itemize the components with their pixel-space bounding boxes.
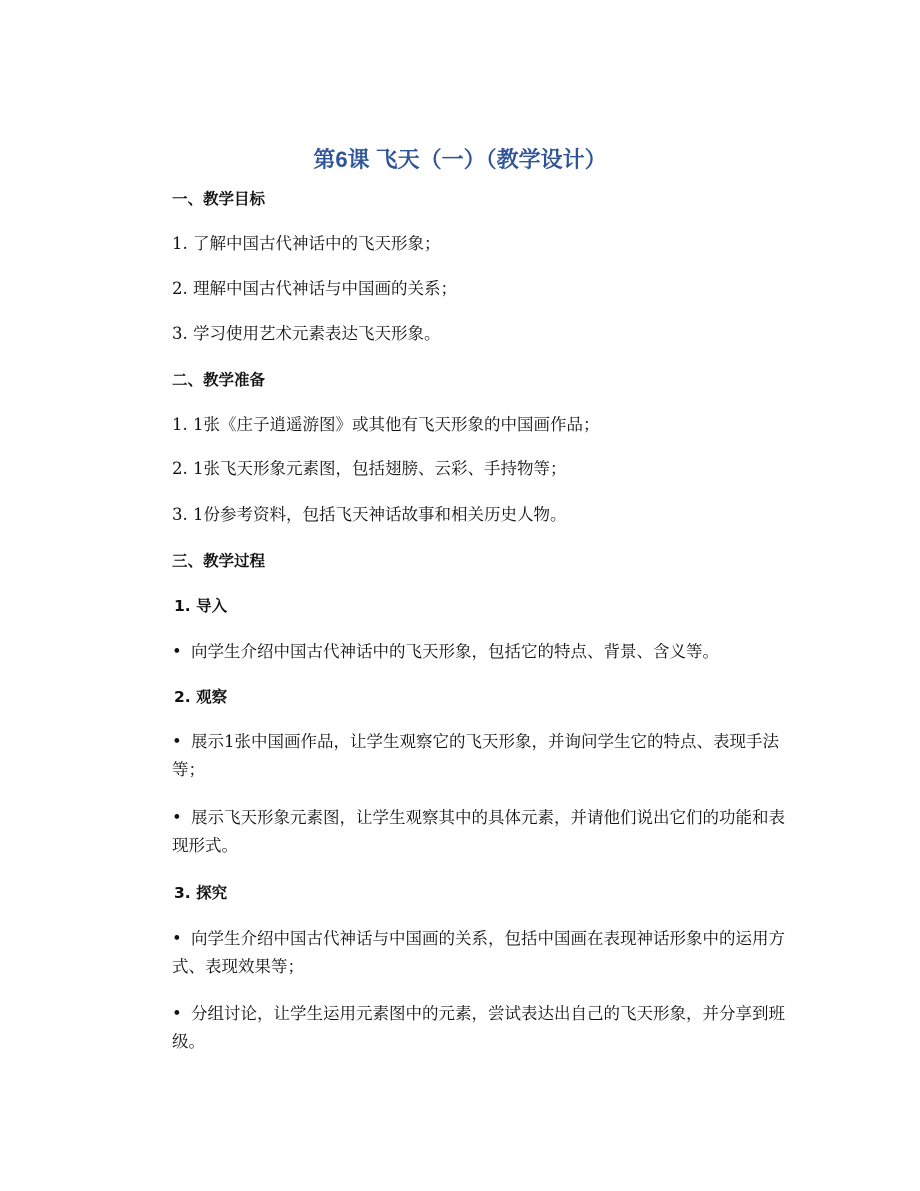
bullet-icon: • bbox=[172, 1004, 182, 1023]
list-item: 2. 1张飞天形象元素图，包括翅膀、云彩、手持物等； bbox=[172, 459, 567, 478]
step-label: 1. 导入 bbox=[174, 597, 228, 615]
bullet-item: • 展示1张中国画作品，让学生观察它的飞天形象，并询问学生它的特点、表现手法等； bbox=[172, 728, 790, 784]
list-item: 3. 学习使用艺术元素表达飞天形象。 bbox=[172, 324, 441, 343]
bullet-icon: • bbox=[172, 642, 182, 661]
bullet-item: • 向学生介绍中国古代神话与中国画的关系，包括中国画在表现神话形象中的运用方式、表现效果等； bbox=[172, 925, 790, 981]
page-title: 第6课 飞天（一）（教学设计） bbox=[313, 147, 607, 172]
list-item: 2. 理解中国古代神话与中国画的关系； bbox=[172, 279, 457, 298]
step-label: 3. 探究 bbox=[174, 884, 228, 902]
list-item: 1. 了解中国古代神话中的飞天形象； bbox=[172, 234, 441, 253]
step-label: 2. 观察 bbox=[174, 688, 228, 706]
bullet-item: • 展示飞天形象元素图，让学生观察其中的具体元素，并请他们说出它们的功能和表现形式。 bbox=[172, 804, 790, 860]
bullet-icon: • bbox=[172, 808, 182, 827]
section-heading: 三、教学过程 bbox=[172, 552, 266, 570]
bullet-item: • 分组讨论，让学生运用元素图中的元素，尝试表达出自己的飞天形象，并分享到班级。 bbox=[172, 1000, 790, 1056]
list-item: 3. 1份参考资料，包括飞天神话故事和相关历史人物。 bbox=[172, 505, 567, 524]
bullet-icon: • bbox=[172, 732, 182, 751]
bullet-item: • 向学生介绍中国古代神话中的飞天形象，包括它的特点、背景、含义等。 bbox=[172, 638, 790, 666]
section-heading: 一、教学目标 bbox=[172, 190, 266, 208]
bullet-icon: • bbox=[172, 929, 182, 948]
list-item: 1. 1张《庄子逍遥游图》或其他有飞天形象的中国画作品； bbox=[172, 415, 600, 434]
section-heading: 二、教学准备 bbox=[172, 371, 266, 389]
